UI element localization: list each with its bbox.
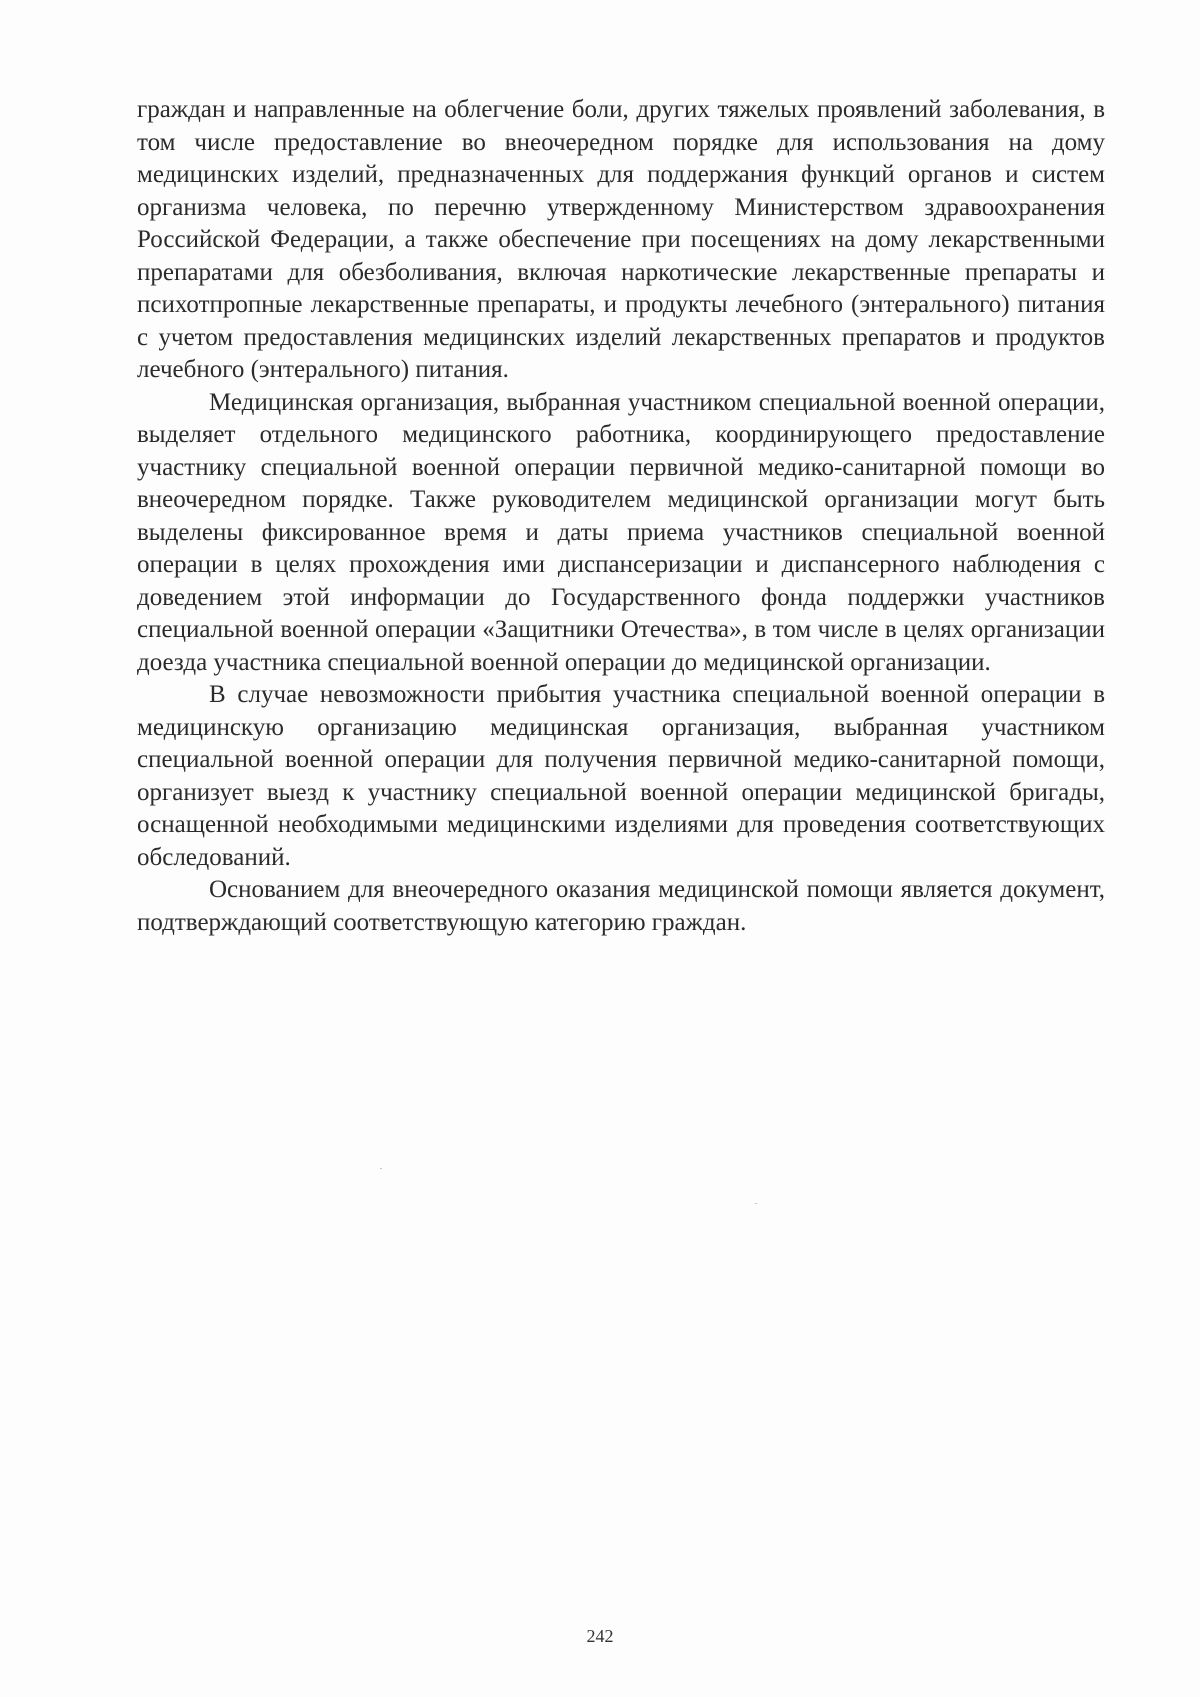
paragraph-basis: Основанием для внеочередного оказания медицинской помощи является документ, подтверждающий соответствующую категорию граждан. <box>137 876 1105 936</box>
scan-speck <box>755 1203 757 1204</box>
document-body <box>137 94 1105 939</box>
scan-speck <box>380 1168 382 1169</box>
page-number: 242 <box>586 1626 614 1646</box>
paragraph-home-visit: В случае невозможности прибытия участника специальной военной операции в медицинскую организацию медицинская организация, выбранная участником специальной военной операции для получения первичной медико-санитарной помощи, организует выезд к участнику специальной военной операции медицинской бригады, оснащенной необходимыми медицинскими изделиями для проведения соответствующих обследований. <box>137 681 1105 871</box>
paragraph-medical-organization: Медицинская организация, выбранная участником специальной военной операции, выделяет отдельного медицинского работника, координирующего предоставление участнику специальной военной операции первичной медико-санитарной помощи во внеочередном порядке. Также руководителем медицинской организации могут быть выделены фиксированное время и даты приема участников специальной военной операции в целях прохождения ими диспансеризации и диспансерного наблюдения с доведением этой информации до Государственного фонда поддержки участников специальной военной операции «Защитники Отечества», в том числе в целях организации доезда участника специальной военной операции до медицинской организации. <box>137 388 1105 676</box>
paragraph-continuation: граждан и направленные на облегчение боли, других тяжелых проявлений заболевания, в том числе предоставление во внеочередном порядке для использования на дому медицинских изделий, предназначенных для поддержания функций органов и систем организма человека, по перечню утвержденному Министерством здравоохранения Российской Федерации, а также обеспечение при посещениях на дому лекарственными препаратами для обезболивания, включая наркотические лекарственные препараты и психотпропные лекарственные препараты, и продукты лечебного (энтерального) питания с учетом предоставления медицинских изделий лекарственных препаратов и продуктов лечебного (энтерального) питания. <box>137 96 1105 383</box>
